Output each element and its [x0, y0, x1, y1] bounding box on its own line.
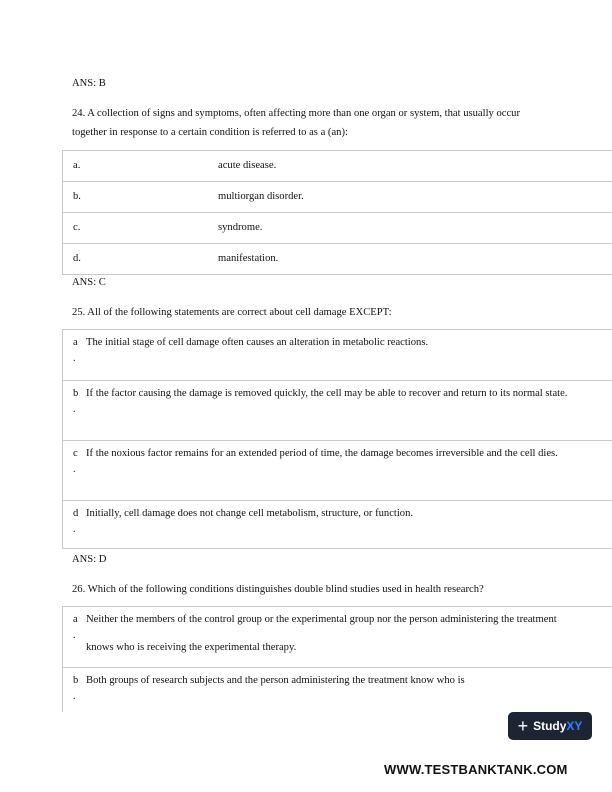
plus-icon: +	[517, 716, 529, 736]
q25-options-table	[62, 329, 612, 549]
studyxy-badge[interactable]	[508, 712, 592, 740]
option-letter	[73, 448, 78, 476]
question-25: 25. All of the following statements are correct about cell damage EXCEPT:	[72, 307, 392, 318]
question-26: 26. Which of the following conditions distinguishes double blind studies used in health research?	[72, 584, 484, 595]
q25-option-a	[62, 330, 612, 381]
answer-23: ANS: B	[72, 78, 106, 89]
option-letter	[73, 508, 78, 536]
q25-option-d	[62, 501, 612, 549]
option-dot: .	[73, 691, 76, 702]
q24-options-table	[62, 150, 612, 275]
option-letter	[73, 675, 78, 703]
option-text: multiorgan disorder.	[218, 191, 304, 202]
option-text: syndrome.	[218, 222, 263, 233]
footer-website: WWW.TESTBANKTANK.COM	[384, 762, 568, 777]
badge-study-label: Study	[533, 719, 567, 733]
q26-options-table	[62, 606, 612, 712]
option-letter: b.	[73, 191, 81, 202]
option-text: If the factor causing the damage is removed quickly, the cell may be able to recover and return to its normal state.	[86, 388, 568, 399]
option-dot: .	[73, 353, 76, 364]
option-letter	[73, 337, 78, 365]
option-letter: d.	[73, 253, 81, 264]
option-letter-char: a	[73, 337, 78, 348]
option-text: acute disease.	[218, 160, 277, 171]
option-dot: .	[73, 404, 76, 415]
option-letter: c.	[73, 222, 81, 233]
option-dot: .	[73, 464, 76, 475]
option-letter-char: a	[73, 614, 78, 625]
answer-25: ANS: D	[72, 554, 107, 565]
q25-option-c	[62, 441, 612, 501]
q26-option-a	[62, 607, 612, 668]
answer-24: ANS: C	[72, 277, 106, 288]
q25-option-b	[62, 381, 612, 441]
question-24: 24. A collection of signs and symptoms, often affecting more than one organ or system, that usually occur together in response to a certain condition is referred to as a (an):	[72, 108, 520, 138]
option-text: Both groups of research subjects and the person administering the treatment know who is	[86, 675, 465, 686]
q24-option-c	[62, 213, 612, 244]
option-letter-char: c	[73, 448, 78, 459]
option-text: The initial stage of cell damage often causes an alteration in metabolic reactions.	[86, 337, 429, 348]
option-text: manifestation.	[218, 253, 279, 264]
option-letter: a.	[73, 160, 81, 171]
option-dot: .	[73, 524, 76, 535]
option-text: Neither the members of the control group or the experimental group nor the person administering the treatment knows who is receiving the experimental therapy.	[86, 614, 557, 653]
option-letter	[73, 614, 78, 642]
option-letter-char: b	[73, 388, 79, 399]
q24-option-d	[62, 244, 612, 275]
q26-option-b	[62, 668, 612, 712]
option-text: Initially, cell damage does not change cell metabolism, structure, or function.	[86, 508, 414, 519]
option-letter-char: b	[73, 675, 79, 686]
option-text: If the noxious factor remains for an extended period of time, the damage becomes irreversible and the cell dies.	[86, 448, 558, 459]
q24-option-a	[62, 151, 612, 182]
q24-option-b	[62, 182, 612, 213]
option-dot: .	[73, 630, 76, 641]
option-letter	[73, 388, 78, 416]
option-letter-char: d	[73, 508, 79, 519]
badge-xy-label: XY	[566, 719, 583, 733]
